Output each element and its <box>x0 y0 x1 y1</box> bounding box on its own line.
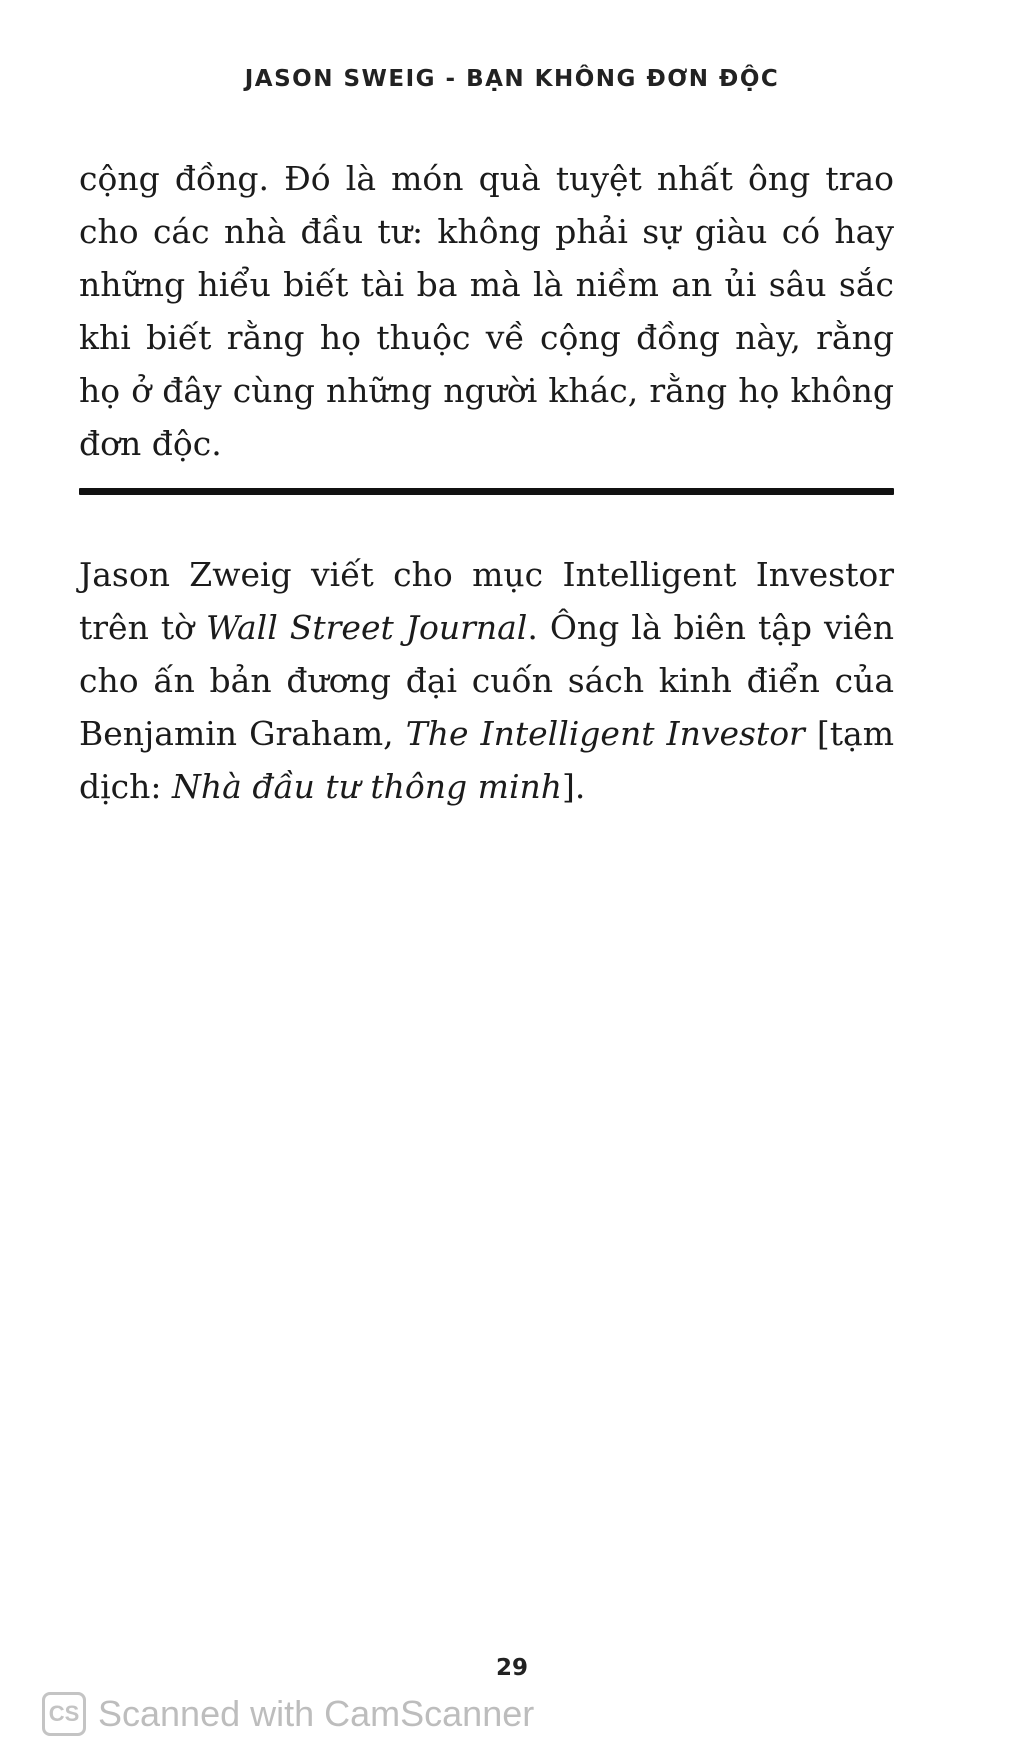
camscanner-logo-icon: CS <box>42 1692 86 1736</box>
bio-text-2: . Ông là biên tập viên cho ấn bản đương đại cuốn sách kinh điển của Benjamin Graham, <box>79 608 894 753</box>
bio-text-3: [tạm dịch: <box>79 714 895 806</box>
running-header: JASON SWEIG - BẠN KHÔNG ĐƠN ĐỘC <box>244 66 780 92</box>
author-bio <box>79 548 894 813</box>
journal-title: Wall Street Journal <box>205 608 528 647</box>
bio-text-4: ]. <box>562 767 586 806</box>
section-divider <box>79 488 894 495</box>
watermark-text: Scanned with CamScanner <box>98 1693 535 1734</box>
author-bio-paragraph <box>79 548 894 813</box>
bio-text-1: Jason Zweig viết cho mục Intelligent Investor trên tờ <box>79 555 894 647</box>
book-title: The Intelligent Investor <box>405 714 805 753</box>
page-number: 29 <box>495 1655 528 1681</box>
camscanner-watermark <box>42 1692 534 1736</box>
book-translation: Nhà đầu tư thông minh <box>172 767 563 806</box>
paragraph-continuation: cộng đồng. Đó là món quà tuyệt nhất ông trao cho các nhà đầu tư: không phải sự giàu có hay những hiểu biết tài ba mà là niềm an ủi sâu sắc khi biết rằng họ thuộc về cộng đồng này, rằng họ ở đây cùng những người khác, rằng họ không đơn độc. <box>79 159 894 463</box>
